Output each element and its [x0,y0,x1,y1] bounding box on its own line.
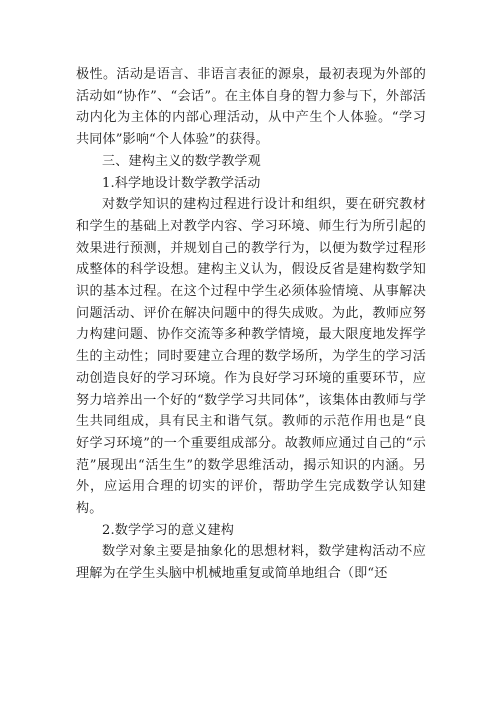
paragraph-design-activities: 对数学知识的建构过程进行设计和组织，要在研究教材和学生的基础上对教学内容、学习环境、师生行为所引起的效果进行预测，并规划自己的教学行为，以便为数学过程形成整体的科学设想。建构主义认为，假设反省是建构数学知识的基本过程。在这个过程中学生必须体验情境、从事解决问题活动、评价在解决问题中的得失成败。为此，教师应努力构建问题、协作交流等多种教学情境，最大限度地发挥学生的主动性；同时要建立合理的数学场所，为学生的学习活动创造良好的学习环境。作为良好学习环境的重要环节，应努力培养出一个好的“数学学习共同体”，该集体由教师与学生共同组成，具有民主和谐气氛。教师的示范作用也是“良好学习环境”的一个重要组成部分。故教师应通过自己的“示范”展现出“活生生”的数学思维活动，揭示知识的内涵。另外，应运用合理的切实的评价，帮助学生完成数学认知建构。 [76,197,426,517]
paragraph-continuation: 极性。活动是语言、非语言表征的源泉，最初表现为外部的活动如“协作”、“会话”。在主体自身的智力参与下，外部活动内化为主体的内部心理活动，从中产生个人体验。“学习共同体”影响“个人体验”的获得。 [76,67,426,148]
paragraph-meaning-construction: 数学对象主要是抽象化的思想材料，数学建构活动不应理解为在学生头脑中机械地重复或简单地组合（即“还 [76,544,426,582]
subsection-heading-meaning-construction: 2.数学学习的意义建构 [102,522,234,538]
section-heading-constructivist-math-teaching: 三、建构主义的数学教学观 [102,153,261,169]
subsection-heading-design-activities: 1.科学地设计数学教学活动 [102,175,261,191]
document-body [76,64,426,585]
